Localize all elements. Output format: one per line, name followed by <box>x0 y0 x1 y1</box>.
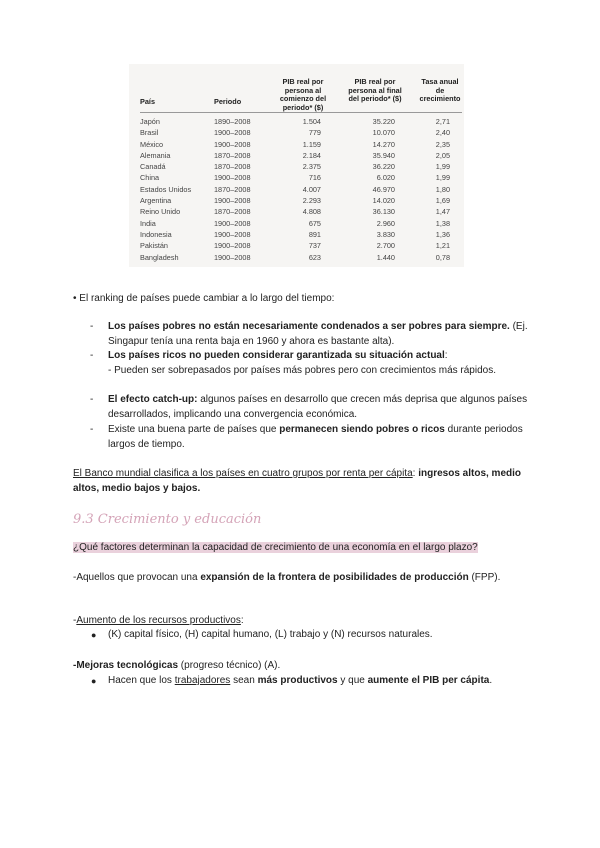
cell-tasa: 0,78 <box>435 252 450 262</box>
dash-marker: - <box>90 321 94 332</box>
dash-marker: - <box>90 394 94 405</box>
cell-tasa: 1,69 <box>435 196 450 206</box>
point-text: Existe una buena parte de países que <box>108 424 280 435</box>
resources-list: (K) capital físico, (H) capital humano, (L) trabajo y (N) recursos naturales. <box>108 629 433 640</box>
bullet-icon: ● <box>91 676 97 686</box>
resources-dash: - <box>73 615 77 626</box>
cell-periodo: 1870–2008 <box>214 162 251 172</box>
header-pib-inicio: PIB real por persona al comienzo del periodo* ($) <box>279 77 327 112</box>
table-row <box>129 195 464 206</box>
fpp-pre: -Aquellos que provocan una <box>73 572 201 583</box>
point-text-bold: Los países pobres no están necesariamente condenados a ser pobres para siempre. <box>108 321 510 332</box>
point-text: algunos países en desarrollo que crecen más deprisa que algunos países desarrollados, implicando una convergencia económica. <box>108 394 528 420</box>
dash-marker: - <box>90 424 94 435</box>
cell-tasa: 2,71 <box>435 117 450 126</box>
cell-tasa: 1,47 <box>435 207 450 217</box>
cell-tasa: 2,05 <box>435 150 450 160</box>
cell-tasa: 1,36 <box>435 229 450 239</box>
cell-tasa: 2,35 <box>435 139 450 149</box>
point-text-bold: Los países ricos no pueden considerar garantizada su situación actual <box>108 350 445 361</box>
cell-periodo: 1900–2008 <box>214 229 251 239</box>
resources-underlined: Aumento de los recursos productivos <box>76 615 241 626</box>
cell-pib-final: 6.020 <box>376 173 395 183</box>
tech-improvements <box>73 659 280 674</box>
table-row <box>129 229 464 240</box>
table-row <box>129 139 464 150</box>
point-text-bold: El efecto catch-up: <box>108 394 198 405</box>
cell-tasa: 1,21 <box>435 241 450 251</box>
table-row <box>129 172 464 183</box>
cell-pib-inicio: 2.293 <box>302 196 321 206</box>
cell-pib-final: 14.270 <box>372 139 395 149</box>
cell-pib-inicio: 4.007 <box>302 184 321 194</box>
cell-periodo: 1870–2008 <box>214 184 251 194</box>
fpp-statement <box>73 571 533 586</box>
table-row <box>129 150 464 161</box>
cell-pib-final: 1.440 <box>376 252 395 262</box>
tech-item-bold2: aumente el PIB per cápita <box>367 675 490 686</box>
point-text: durante periodos largos de tiempo. <box>108 424 523 450</box>
cell-periodo: 1900–2008 <box>214 128 251 138</box>
point-subtext: - Pueden ser sobrepasados por países más pobres pero con crecimientos más rápidos. <box>108 364 496 376</box>
dash-marker: - <box>90 350 94 361</box>
cell-pais: Japón <box>140 117 160 126</box>
cell-pib-inicio: 675 <box>308 218 321 228</box>
cell-pib-inicio: 2.375 <box>302 162 321 172</box>
cell-pib-inicio: 4.808 <box>302 207 321 217</box>
cell-pais: Reino Unido <box>140 207 181 217</box>
cell-periodo: 1870–2008 <box>214 207 251 217</box>
table-row <box>129 218 464 229</box>
cell-pib-inicio: 2.184 <box>302 150 321 160</box>
cell-pib-final: 2.960 <box>376 218 395 228</box>
cell-periodo: 1900–2008 <box>214 241 251 251</box>
tech-item-mid: sean <box>230 675 258 686</box>
resources-heading <box>73 614 244 629</box>
fpp-post: (FPP). <box>468 572 501 583</box>
cell-pib-inicio: 623 <box>308 252 321 262</box>
tech-item-mid2: y que <box>337 675 368 686</box>
cell-pib-inicio: 1.159 <box>302 139 321 149</box>
tech-item-bold1: más productivos <box>257 675 338 686</box>
cell-pais: México <box>140 139 164 149</box>
cell-pais: Indonesia <box>140 229 172 239</box>
point-rich-countries <box>108 349 528 378</box>
ranking-intro: • El ranking de países puede cambiar a lo largo del tiempo: <box>73 293 335 304</box>
tech-rest: (progreso técnico) (A). <box>178 660 281 671</box>
header-rule <box>140 112 462 113</box>
tech-item-end: . <box>489 675 493 686</box>
world-bank-colon: : <box>412 468 419 479</box>
cell-pib-final: 3.830 <box>376 229 395 239</box>
cell-tasa: 1,99 <box>435 173 450 183</box>
cell-periodo: 1900–2008 <box>214 252 251 262</box>
cell-pib-inicio: 1.504 <box>302 117 321 126</box>
cell-pais: Pakistán <box>140 241 168 251</box>
cell-tasa: 1,99 <box>435 162 450 172</box>
point-colon: : <box>444 350 448 361</box>
bullet-icon: ● <box>91 630 97 640</box>
table-row <box>129 252 464 263</box>
cell-pais: Canadá <box>140 162 166 172</box>
point-text-bold: permanecen siendo pobres o ricos <box>279 424 445 435</box>
cell-pib-final: 14.020 <box>372 196 395 206</box>
tech-bold: -Mejoras tecnológicas <box>73 660 179 671</box>
fpp-bold: expansión de la frontera de posibilidades de producción <box>200 572 469 583</box>
cell-pib-final: 2.700 <box>376 241 395 251</box>
point-catch-up <box>108 393 528 422</box>
header-pib-final: PIB real por persona al final del periodo* ($) <box>348 77 402 104</box>
cell-pais: Brasil <box>140 128 159 138</box>
world-bank-underlined: El Banco mundial clasifica a los países en cuatro grupos por renta per cápita <box>73 468 413 479</box>
header-periodo: Periodo <box>214 97 242 106</box>
cell-periodo: 1900–2008 <box>214 139 251 149</box>
point-poor-countries <box>108 320 528 349</box>
point-persistence <box>108 423 528 452</box>
table-row <box>129 240 464 251</box>
table-row <box>129 206 464 217</box>
cell-pib-final: 10.070 <box>372 128 395 138</box>
cell-tasa: 1,38 <box>435 218 450 228</box>
cell-pib-final: 36.130 <box>372 207 395 217</box>
world-bank-classification <box>73 467 533 496</box>
point-text: (Ej. Singapur tenía una renta baja en 1960 y ahora es bastante alta). <box>108 321 528 347</box>
cell-pais: Bangladesh <box>140 252 179 262</box>
world-bank-groups: ingresos altos, medio altos, medio bajos y bajos. <box>73 468 522 494</box>
cell-pais: China <box>140 173 160 183</box>
cell-pib-final: 35.940 <box>372 150 395 160</box>
cell-tasa: 2,40 <box>435 128 450 138</box>
cell-tasa: 1,80 <box>435 184 450 194</box>
tech-item-workers: trabajadores <box>174 675 231 686</box>
cell-pib-final: 35.220 <box>372 117 395 126</box>
cell-pib-inicio: 891 <box>308 229 321 239</box>
cell-pais: India <box>140 218 156 228</box>
header-tasa: Tasa anual de crecimiento <box>419 77 461 104</box>
table-row <box>129 127 464 138</box>
cell-pib-final: 46.970 <box>372 184 395 194</box>
cell-pais: Alemania <box>140 150 171 160</box>
tech-item-pre: Hacen que los <box>108 675 175 686</box>
cell-periodo: 1890–2008 <box>214 117 251 126</box>
header-pais: País <box>140 97 156 106</box>
cell-pais: Argentina <box>140 196 172 206</box>
cell-periodo: 1900–2008 <box>214 173 251 183</box>
gdp-growth-table <box>129 64 464 267</box>
section-title: 9.3 Crecimiento y educación <box>73 512 262 527</box>
cell-pais: Estados Unidos <box>140 184 192 194</box>
table-row <box>129 161 464 172</box>
table-row <box>129 116 464 127</box>
cell-pib-final: 36.220 <box>372 162 395 172</box>
cell-periodo: 1900–2008 <box>214 218 251 228</box>
cell-pib-inicio: 737 <box>308 241 321 251</box>
table-body <box>129 116 464 263</box>
tech-effect <box>108 674 518 689</box>
cell-periodo: 1870–2008 <box>214 150 251 160</box>
question-highlight: ¿Qué factores determinan la capacidad de crecimiento de una economía en el largo plazo? <box>73 542 478 553</box>
table-row <box>129 184 464 195</box>
question <box>73 541 478 556</box>
table-header <box>129 64 464 112</box>
resources-colon: : <box>240 615 244 626</box>
cell-pib-inicio: 779 <box>308 128 321 138</box>
cell-pib-inicio: 716 <box>308 173 321 183</box>
cell-periodo: 1900–2008 <box>214 196 251 206</box>
